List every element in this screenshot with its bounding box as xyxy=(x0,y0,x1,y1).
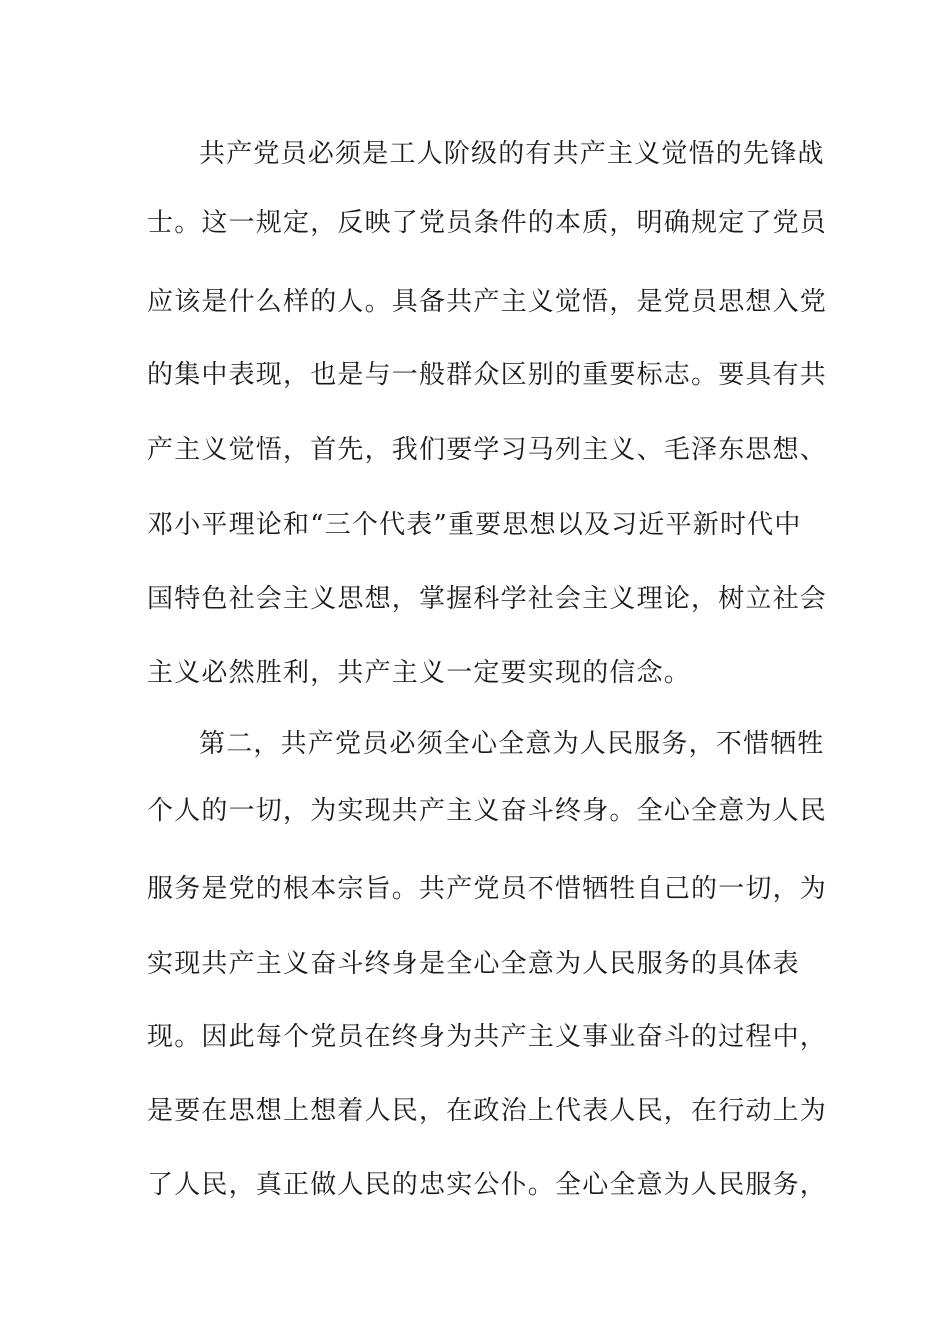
paragraph-1-line-5: 产主义觉悟，首先，我们要学习马列主义、毛泽东思想、 xyxy=(147,435,828,465)
paragraph-1-line-7: 国特色社会主义思想，掌握科学社会主义理论，树立社会 xyxy=(147,584,828,614)
paragraph-2-line-4: 实现共产主义奋斗终身是全心全意为人民服务的具体表 xyxy=(147,949,800,979)
paragraph-2-line-7: 了人民，真正做人民的忠实公仆。全心全意为人民服务， xyxy=(147,1170,828,1200)
paragraph-2-line-5: 现。因此每个党员在终身为共产主义事业奋斗的过程中， xyxy=(147,1022,828,1052)
paragraph-1-line-3: 应该是什么样的人。具备共产主义觉悟，是党员思想入党 xyxy=(147,287,828,317)
paragraph-1-line-6: 邓小平理论和“三个代表”重要思想以及习近平新时代中 xyxy=(147,510,802,540)
paragraph-2-line-1: 第二，共产党员必须全心全意为人民服务，不惜牺牲 xyxy=(199,729,825,759)
paragraph-2-line-3: 服务是党的根本宗旨。共产党员不惜牺牲自己的一切，为 xyxy=(147,874,828,904)
paragraph-2-line-6: 是要在思想上想着人民，在政治上代表人民，在行动上为 xyxy=(147,1096,828,1126)
paragraph-1-line-8: 主义必然胜利，共产主义一定要实现的信念。 xyxy=(147,658,692,688)
paragraph-2-line-2: 个人的一切，为实现共产主义奋斗终身。全心全意为人民 xyxy=(147,796,828,826)
paragraph-1-line-2: 士。这一规定，反映了党员条件的本质，明确规定了党员 xyxy=(147,208,828,238)
paragraph-1-line-4: 的集中表现，也是与一般群众区别的重要标志。要具有共 xyxy=(147,360,828,390)
paragraph-1-line-1: 共产党员必须是工人阶级的有共产主义觉悟的先锋战 xyxy=(199,139,825,169)
